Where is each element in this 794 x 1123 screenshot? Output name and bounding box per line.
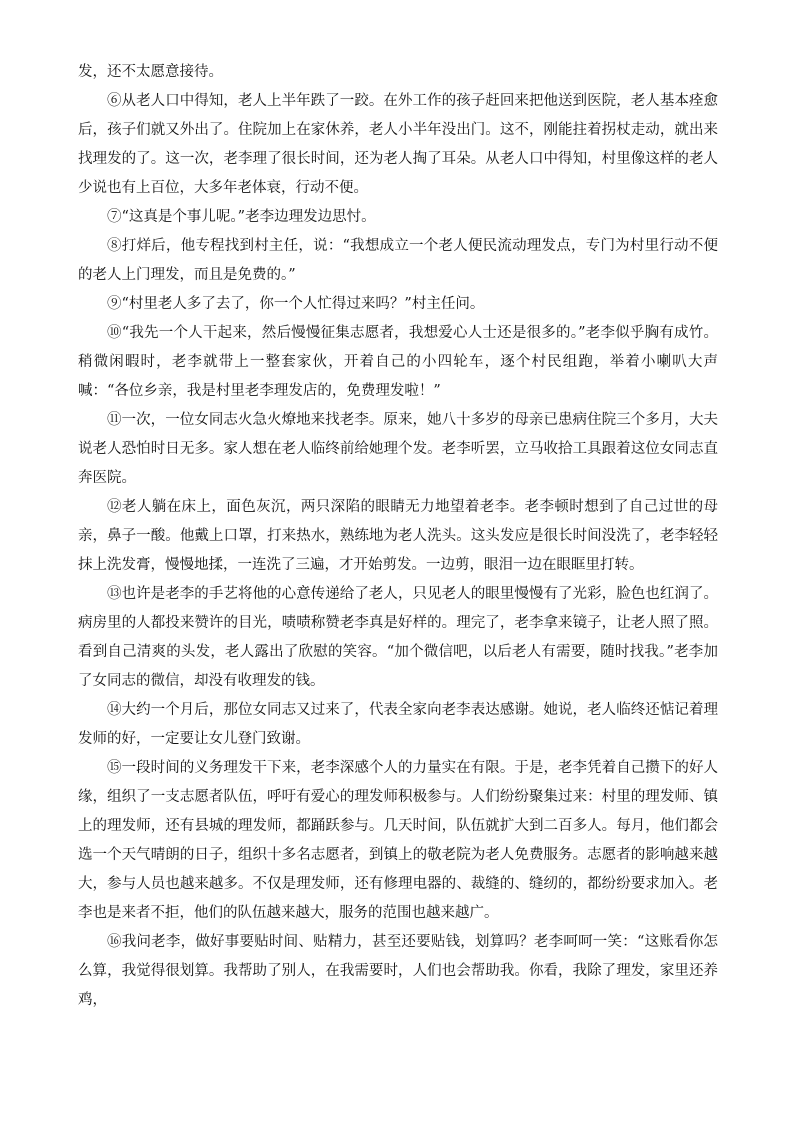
- paragraph-6: ⑥从老人口中得知，老人上半年跌了一跤。在外工作的孩子赶回来把他送到医院，老人基本痊愈后，孩子们就又外出了。住院加上在家休养，老人小半年没出门。这不，刚能拄着拐杖走动，就出来找理发的了。这一次，老李理了很长时间，还为老人掏了耳朵。从老人口中得知，村里像这样的老人少说也有上百位，大多年老体衰，行动不便。: [78, 93, 718, 196]
- paragraph-12: ⑫老人躺在床上，面色灰沉，两只深陷的眼睛无力地望着老李。老李顿时想到了自己过世的母亲，鼻子一酸。他戴上口罩，打来热水，熟练地为老人洗头。这头发应是很长时间没洗了，老李轻轻抹上洗发膏，慢慢地揉，一连洗了三遍，才开始剪发。一边剪，眼泪一边在眼眶里打转。: [78, 499, 718, 573]
- paragraph-7: ⑦“这真是个事儿呢。”老李边理发边思忖。: [107, 209, 376, 225]
- paragraph-14: ⑭大约一个月后，那位女同志又过来了，代表全家向老李表达感谢。她说，老人临终还惦记着理发师的好，一定要让女儿登门致谢。: [78, 702, 718, 747]
- paragraph-continuation: 发，还不太愿意接待。: [78, 64, 223, 80]
- paragraph-9: ⑨“村里老人多了去了，你一个人忙得过来吗？”村主任问。: [107, 296, 485, 312]
- article-body: [78, 58, 718, 1015]
- paragraph-16: ⑯我问老李，做好事要贴时间、贴精力，甚至还要贴钱，划算吗？老李呵呵一笑：“这账看你怎么算，我觉得很划算。我帮助了别人，在我需要时，人们也会帮助我。你看，我除了理发，家里还养鸡，: [78, 934, 718, 1008]
- paragraph-15: ⑮一段时间的义务理发干下来，老李深感个人的力量实在有限。于是，老李凭着自己攒下的好人缘，组织了一支志愿者队伍，呼吁有爱心的理发师积极参与。人们纷纷聚集过来：村里的理发师、镇上的理发师，还有县城的理发师，都踊跃参与。几天时间，队伍就扩大到二百多人。每月，他们都会选一个天气晴朗的日子，组织十多名志愿者，到镇上的敬老院为老人免费服务。志愿者的影响越来越大，参与人员也越来越多。不仅是理发师，还有修理电器的、裁缝的、缝纫的，都纷纷要求加入。老李也是来者不拒，他们的队伍越来越大，服务的范围也越来越广。: [78, 760, 718, 921]
- paragraph-8: ⑧打烊后，他专程找到村主任，说：“我想成立一个老人便民流动理发点，专门为村里行动不便的老人上门理发，而且是免费的。”: [78, 238, 718, 283]
- paragraph-13: ⑬也许是老李的手艺将他的心意传递给了老人，只见老人的眼里慢慢有了光彩，脸色也红润了。病房里的人都投来赞许的目光，啧啧称赞老李真是好样的。理完了，老李拿来镜子，让老人照了照。看到自己清爽的头发，老人露出了欣慰的笑容。“加个微信吧，以后老人有需要，随时找我。”老李加了女同志的微信，却没有收理发的钱。: [78, 586, 718, 689]
- paragraph-11: ⑪一次，一位女同志火急火燎地来找老李。原来，她八十多岁的母亲已患病住院三个多月，大夫说老人恐怕时日无多。家人想在老人临终前给她理个发。老李听罢，立马收拾工具跟着这位女同志直奔医院。: [78, 412, 718, 486]
- paragraph-10: ⑩“我先一个人干起来，然后慢慢征集志愿者，我想爱心人士还是很多的。”老李似乎胸有成竹。稍微闲暇时，老李就带上一整套家伙，开着自己的小四轮车，逐个村民组跑，举着小喇叭大声喊：“各位乡亲，我是村里老李理发店的，免费理发啦！”: [78, 325, 718, 399]
